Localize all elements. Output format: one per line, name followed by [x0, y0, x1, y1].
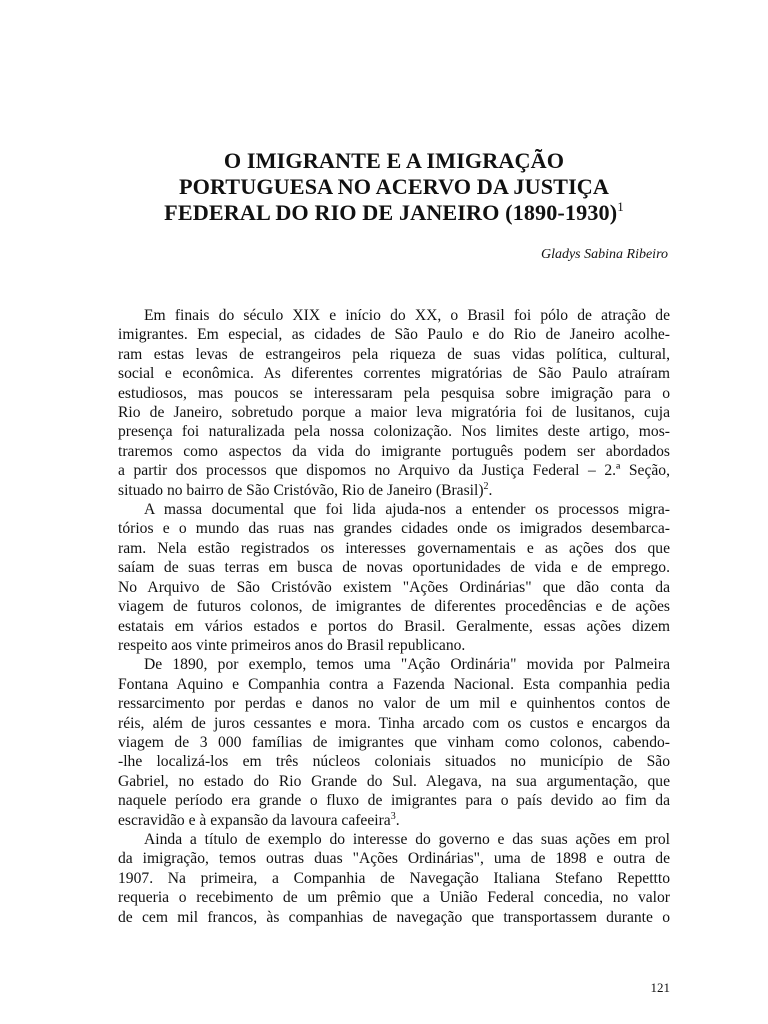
paragraph-line [118, 811, 670, 830]
line-text: Em finais do século XIX e início do XX, o Brasil foi pólo de atração de [144, 307, 670, 324]
line-text: saíam de suas terras em busca de novas oportunidades de vida e de emprego. [118, 559, 670, 577]
line-text: naquele período era grande o fluxo de imigrantes para o país devido ao fim da [118, 792, 670, 810]
paragraph-line [118, 675, 670, 694]
footnote-marker: 2 [483, 480, 489, 492]
line-text: Fontana Aquino e Companhia contra a Fazenda Nacional. Esta companhia pedia [118, 675, 670, 693]
line-text: a partir dos processos que dispomos no Arquivo da Justiça Federal – 2.ª Seção, [118, 462, 670, 480]
line-text: respeito aos vinte primeiros anos do Brasil republicano. [118, 636, 466, 654]
paragraph [118, 500, 670, 655]
paragraph-line [118, 539, 670, 558]
line-text: presença foi naturalizada pela nossa colonização. Nos limites deste artigo, mos- [118, 423, 670, 441]
line-text: da imigração, temos outras duas "Ações Ordinárias", uma de 1898 e outra de [118, 850, 670, 868]
paragraph-line [118, 694, 670, 713]
paragraph-line [118, 617, 670, 636]
line-text: ressarcimento por perdas e danos no valor de um mil e quinhentos contos de [118, 695, 670, 713]
article-page [118, 148, 670, 927]
line-text: requeria o recebimento de um prêmio que a União Federal concedia, no valor [118, 889, 670, 907]
author-name: Gladys Sabina Ribeiro [540, 247, 668, 262]
paragraph [118, 306, 670, 500]
paragraph-line [118, 733, 670, 752]
sentence-end: . [488, 481, 493, 499]
paragraph-line [118, 519, 670, 538]
line-text: Ainda a título de exemplo do interesse do governo e das suas ações em prol [144, 830, 670, 848]
title-line: O IMIGRANTE E A IMIGRAÇÃO [223, 148, 565, 173]
footnote-marker: 3 [390, 810, 396, 822]
line-text: Gabriel, no estado do Rio Grande do Sul. Alegava, na sua argumentação, que [118, 772, 670, 790]
title-line: PORTUGUESA NO ACERVO DA JUSTIÇA [178, 174, 610, 199]
line-text: escravidão e à expansão da lavoura cafeeira [118, 811, 391, 829]
paragraph-line [118, 481, 670, 500]
line-text: ram. Nela estão registrados os interesses governamentais e as ações dos que [118, 539, 670, 557]
paragraph-line [118, 636, 670, 655]
paragraph-line [118, 306, 670, 325]
line-text: viagem de futuros colonos, de imigrantes de diferentes procedências e de ações [118, 598, 670, 616]
line-text: social e econômica. As diferentes correntes migratórias de São Paulo atraíram [118, 365, 670, 383]
paragraph-line [118, 655, 670, 674]
line-text: tórios e o mundo das ruas nas grandes cidades onde os imigrados desembarca- [118, 520, 670, 538]
article-body [118, 306, 670, 927]
paragraph-line [118, 578, 670, 597]
paragraph-line [118, 364, 670, 383]
line-text: 1907. Na primeira, a Companhia de Navegação Italiana Stefano Repettto [118, 869, 670, 887]
paragraph-line [118, 345, 670, 364]
paragraph-line [118, 869, 670, 888]
article-title [118, 148, 670, 226]
line-text: Rio de Janeiro, sobretudo porque a maior leva migratória foi de lusitanos, cuja [118, 404, 670, 422]
title-line: FEDERAL DO RIO DE JANEIRO (1890-1930) [164, 200, 618, 225]
paragraph-line [118, 384, 670, 403]
paragraph-line [118, 500, 670, 519]
line-text: traremos como aspectos da vida do imigrante português podem ser abordados [118, 442, 670, 460]
paragraph-line [118, 772, 670, 791]
line-text: de cem mil francos, às companhias de navegação que transportassem durante o [118, 908, 670, 926]
paragraph-line [118, 442, 670, 461]
line-text: -lhe localizá-los em três núcleos coloniais situados no município de São [118, 753, 670, 771]
line-text: ram estas levas de estrangeiros pela riqueza de suas vidas política, cultural, [118, 345, 670, 363]
line-text: imigrantes. Em especial, as cidades de São Paulo e do Rio de Janeiro acolhe- [118, 326, 670, 344]
paragraph-line [118, 422, 670, 441]
paragraph-line [118, 830, 670, 849]
paragraph-line [118, 558, 670, 577]
line-text: estudiosos, mas poucos se interessaram pela pesquisa sobre imigração para o [118, 384, 670, 402]
line-text: De 1890, por exemplo, temos uma "Ação Ordinária" movida por Palmeira [144, 656, 670, 674]
line-text: estatais em vários estados e portos do Brasil. Geralmente, essas ações dizem [118, 617, 670, 635]
line-text: A massa documental que foi lida ajuda-nos a entender os processos migra- [144, 501, 670, 519]
line-text: No Arquivo de São Cristóvão existem "Ações Ordinárias" que dão conta da [118, 578, 670, 596]
line-text: situado no bairro de São Cristóvão, Rio de Janeiro (Brasil) [118, 481, 484, 499]
paragraph-line [118, 597, 670, 616]
paragraph [118, 830, 670, 927]
paragraph-line [118, 888, 670, 907]
paragraph-line [118, 403, 670, 422]
title-footnote-marker: 1 [617, 199, 624, 214]
paragraph-line [118, 791, 670, 810]
line-text: viagem de 3 000 famílias de imigrantes que vinham como colonos, cabendo- [118, 733, 670, 751]
sentence-end: . [395, 811, 400, 829]
paragraph-line [118, 461, 670, 480]
paragraph-line [118, 908, 670, 927]
line-text: réis, além de juros cessantes e mora. Tinha arcado com os custos e encargos da [118, 714, 670, 732]
paragraph-line [118, 752, 670, 771]
paragraph [118, 655, 670, 830]
paragraph-line [118, 325, 670, 344]
paragraph-line [118, 714, 670, 733]
page-number: 121 [650, 980, 670, 995]
paragraph-line [118, 849, 670, 868]
